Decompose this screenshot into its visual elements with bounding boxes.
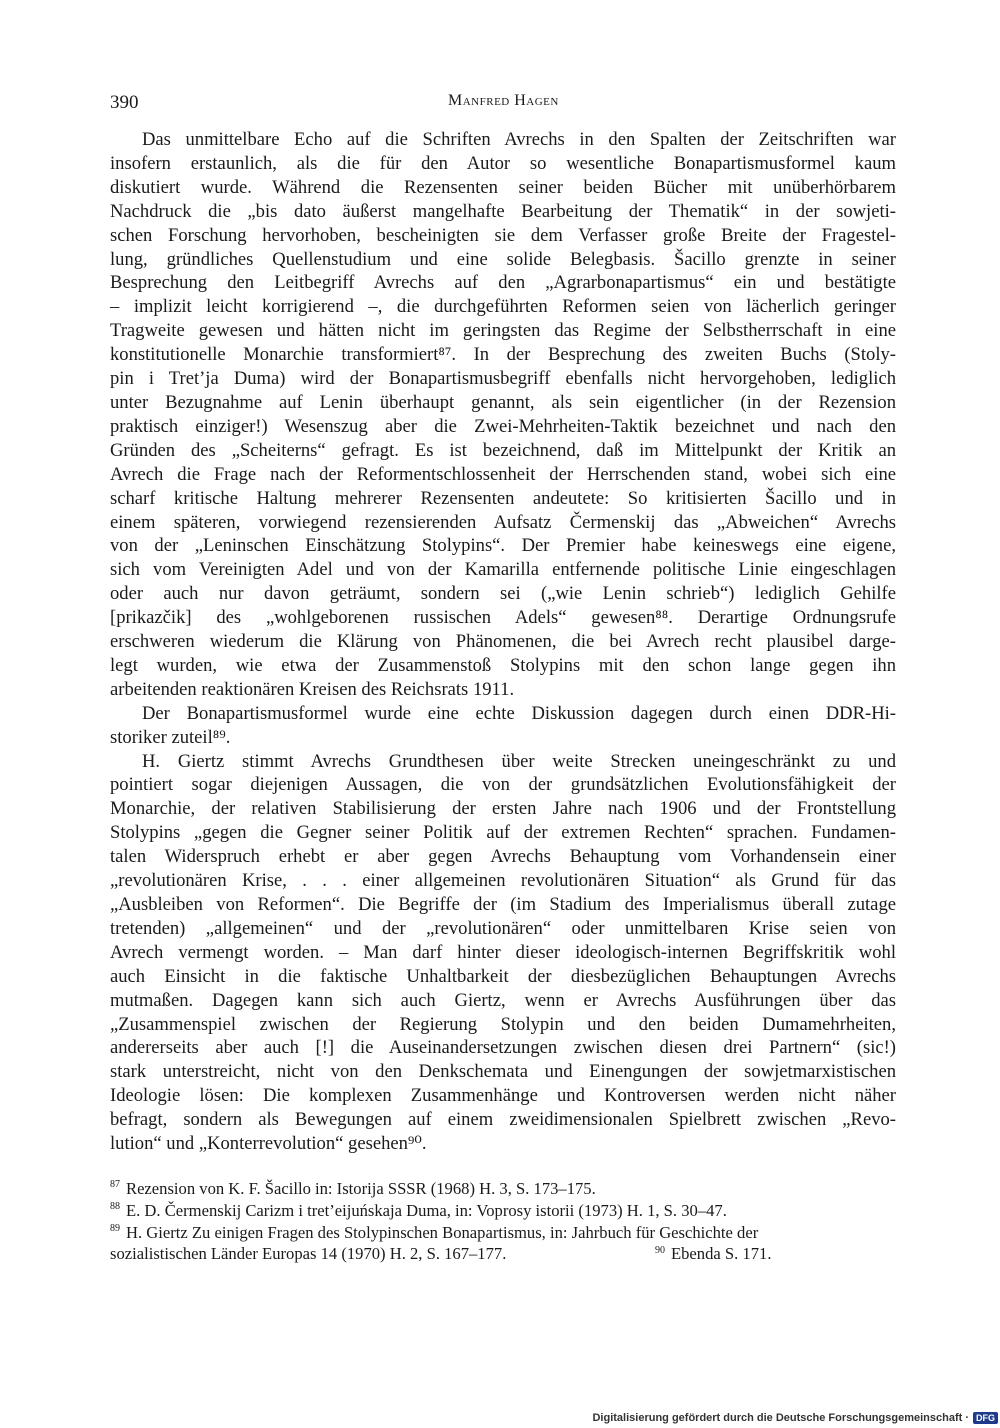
text-line: storiker zuteil⁸⁹.: [110, 726, 231, 748]
text-line: unter Bezugnahme auf Lenin überhaupt genannt, als sein eigentlicher (in der Rezension: [110, 391, 896, 413]
running-head: Manfred Hagen: [448, 92, 559, 109]
footnote-number: 89: [110, 1223, 120, 1235]
text-line: Der Bonapartismusformel wurde eine echte Diskussion dagegen durch einen DDR-Hi-: [142, 702, 896, 724]
text-line: tretenden) „allgemeinen“ und der „revolutionären“ oder unmittelbaren Krise seien von: [110, 917, 896, 939]
text-line: Besprechung den Leitbegriff Avrechs auf den „Agrarbonapartismus“ ein und bestätigte: [110, 272, 896, 294]
footnote: [110, 1243, 896, 1265]
footnote: [110, 1222, 896, 1244]
text-line: Nachdruck die „bis dato äußerst mangelhafte Bearbeitung der Thematik“ in der sowjeti-: [110, 200, 896, 222]
text-line: scharf kritische Haltung mehrerer Rezensenten andeutete: So kritisierten Šacillo und in: [110, 487, 896, 509]
text-line: pointiert sogar diejenigen Aussagen, die von der grundsätzlichen Evolutionsfähigkeit der: [110, 774, 896, 796]
text-line: auch Einsicht in die faktische Unhaltbarkeit der diesbezüglichen Behauptungen Avrechs: [110, 965, 896, 987]
footnote-text: sozialistischen Länder Europas 14 (1970) H. 2, S. 167–177.: [110, 1244, 507, 1264]
footnote-number: 90: [655, 1244, 665, 1256]
dfg-logo-icon: DFG: [973, 1412, 998, 1424]
footnotes: [110, 1178, 896, 1265]
credit-text: Digitalisierung gefördert durch die Deutsche Forschungsgemeinschaft ·: [592, 1412, 969, 1424]
text-line: oder auch nur davon geträumt, sondern sei („wie Lenin schrieb“) lediglich Gehilfe: [110, 583, 896, 605]
text-line: Das unmittelbare Echo auf die Schriften Avrechs in den Spalten der Zeitschriften war: [142, 129, 896, 150]
footnote-number: 88: [110, 1201, 120, 1213]
text-line: „Zusammenspiel zwischen der Regierung Stolypin und den beiden Dumamehrheiten,: [110, 1013, 896, 1035]
text-line: talen Widerspruch erhebt er aber gegen Avrechs Behauptung vom Vorhandensein einer: [110, 846, 896, 868]
text-line: Avrech vermengt worden. – Man darf hinter dieser ideologisch-internen Begriffskritik wohl: [110, 941, 896, 963]
text-line: – implizit leicht korrigierend –, die durchgeführten Reformen seien von lächerlich geringer: [110, 296, 896, 318]
text-line: von der „Leninschen Einschätzung Stolypins“. Der Premier habe keineswegs eine eigene,: [110, 535, 896, 557]
text-line: Avrech die Frage nach der Reformentschlossenheit der Herrschenden stand, wobei sich eine: [110, 463, 896, 485]
text-line: Tragweite gewesen und hätten nicht im geringsten das Regime der Selbstherrschaft in eine: [110, 320, 896, 342]
text-line: mutmaßen. Dagegen kann sich auch Giertz, wenn er Avrechs Ausführungen über das: [110, 989, 896, 1011]
text-line: Monarchie, der relativen Stabilisierung der ersten Jahre nach 1906 und der Frontstellung: [110, 798, 896, 820]
text-line: schen Forschung hervorhoben, bescheinigten sie dem Verfasser große Breite der Fragestel-: [110, 224, 896, 246]
footnote-90: [655, 1243, 771, 1265]
text-line: Stolypins „gegen die Gegner seiner Politik auf der extremen Rechten“ sprachen. Fundamen-: [110, 822, 896, 844]
footnote-text: Rezension von K. F. Šacillo in: Istorija SSSR (1968) H. 3, S. 173–175.: [126, 1179, 596, 1198]
text-line: Gründen des „Scheiterns“ gefragt. Es ist bezeichnend, daß im Mittelpunkt der Kritik an: [110, 439, 896, 461]
text-line: pin i Tret’ja Duma) wird der Bonapartismusbegriff ebenfalls nicht hervorgehoben, lediglich: [110, 368, 896, 390]
footnote: [110, 1178, 896, 1200]
body-text: [110, 128, 896, 1156]
text-line: stark unterstreicht, nicht von den Denkschemata und Einengungen der sowjetmarxistischen: [110, 1061, 896, 1083]
footnote-text: Ebenda S. 171.: [671, 1244, 772, 1264]
text-line: sich vom Vereinigten Adel und von der Kamarilla entfernende politische Linie eingeschlagen: [110, 559, 896, 581]
text-line: H. Giertz stimmt Avrechs Grundthesen über weite Strecken uneingeschränkt zu und: [142, 750, 896, 772]
text-line: legt wurden, wie etwa der Zusammenstoß Stolypins mit den schon lange gegen ihn: [110, 654, 896, 676]
text-line: lung, gründliches Quellenstudium und eine solide Belegbasis. Šacillo grenzte in seiner: [110, 248, 896, 270]
text-line: konstitutionelle Monarchie transformiert⁸⁷. In der Besprechung des zweiten Buchs (Stoly-: [110, 344, 896, 366]
digitization-credit: [592, 1412, 998, 1424]
text-line: einem späteren, vorwiegend rezensierenden Aufsatz Čermenskij das „Abweichen“ Avrechs: [110, 511, 896, 533]
text-line: Ideologie lösen: Die komplexen Zusammenhänge und Kontroversen werden nicht näher: [110, 1085, 896, 1107]
text-line: diskutiert wurde. Während die Rezensenten seiner beiden Bücher mit unüberhörbarem: [110, 176, 896, 198]
text-line: [prikazčik] des „wohlgeborenen russischen Adels“ gewesen⁸⁸. Derartige Ordnungsrufe: [110, 607, 896, 629]
footnote-number: 87: [110, 1179, 120, 1191]
text-line: andererseits aber auch [!] die Auseinandersetzungen zwischen diesen drei Partnern“ (sic!): [110, 1037, 896, 1059]
footnote: [110, 1200, 896, 1222]
text-line: lution“ und „Konterrevolution“ gesehen⁹⁰.: [110, 1133, 427, 1155]
text-line: praktisch einziger!) Wesenszug aber die Zwei-Mehrheiten-Taktik bezeichnet und nach den: [110, 415, 896, 437]
text-line: erschweren wiederum die Klärung von Phänomenen, die bei Avrech recht plausibel darge-: [110, 631, 896, 653]
text-line: insofern erstaunlich, als die für den Autor so wesentliche Bonapartismusformel kaum: [110, 152, 896, 174]
text-line: „Ausbleiben von Reformen“. Die Begriffe der (im Stadium des Imperialismus überall zutage: [110, 894, 896, 915]
text-line: arbeitenden reaktionären Kreisen des Reichsrats 1911.: [110, 678, 515, 700]
page-number: 390: [110, 92, 139, 113]
text-line: „revolutionären Krise, . . . einer allgemeinen revolutionären Situation“ als Grund für das: [110, 870, 896, 892]
footnote-text: E. D. Čermenskij Carizm i tret’eijuńskaja Duma, in: Voprosy istorii (1973) H. 1, S. 30–47.: [126, 1200, 727, 1220]
footnote-text: H. Giertz Zu einigen Fragen des Stolypinschen Bonapartismus, in: Jahrbuch für Geschichte der: [126, 1222, 759, 1242]
text-line: befragt, sondern als Bewegungen auf einem zweidimensionalen Spielbrett zwischen „Revo-: [110, 1109, 896, 1131]
